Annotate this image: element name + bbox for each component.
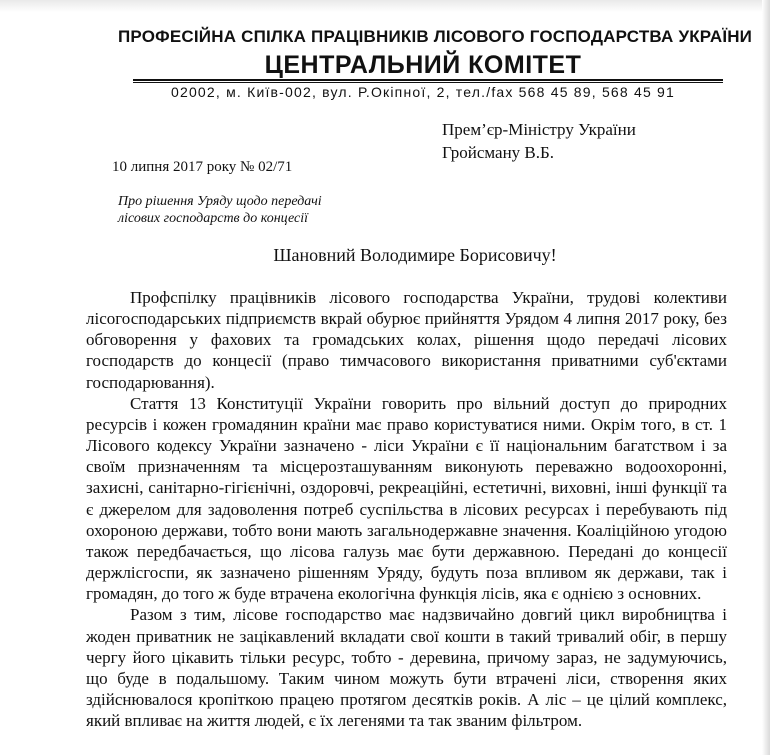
addressee-name: Гройсману В.Б. xyxy=(442,143,555,162)
scan-right-edge xyxy=(762,0,770,755)
letterhead-address: 02002, м. Київ-002, вул. Р.Окіпної, 2, тел./fax 568 45 89, 568 45 91 xyxy=(170,84,676,100)
letterhead-union-name: ПРОФЕСІЙНА СПІЛКА ПРАЦІВНИКІВ ЛІСОВОГО ГОСПОДАРСТВА УКРАЇНИ xyxy=(118,27,753,46)
letter-body xyxy=(86,287,727,731)
body-paragraph: Стаття 13 Конституції України говорить про вільний доступ до природних ресурсів і кожен громадянин країни має право користуватися ними. Окрім того, в ст. 1 Лісового кодексу України зазначено - ліси України є її національним багатством і за своїм призначенням та місцерозташуванням виконують переважно водоохоронні, захисні, санітарно-гігієнічні, оздоровчі, рекреаційні, естетичні, виховні, інші функції та є джерелом для задоволення потреб суспільства в лісових ресурсах і перебувають під охороною держави, тобто вони мають загальнодержавне значення. Коаліційною угодою також передбачається, що лісова галузь має бути державною. Передані до концесії держлісгоспи, як зазначено рішенням Уряду, будуть поза впливом як держави, так і громадян, до того ж буде втрачена екологічна функція лісів, яка є однією з основних. xyxy=(86,393,727,604)
scan-top-edge xyxy=(0,0,770,12)
addressee-block xyxy=(442,118,636,164)
body-paragraph: Профспілку працівників лісового господарства України, трудові колективи лісогосподарських підприємств вкрай обурює прийняття Урядом 4 липня 2017 року, без обговорення у фахових та громадських колах, рішення щодо передачі лісових господарств до концесії (право тимчасового використання приватними суб'єктами господарювання). xyxy=(86,288,727,392)
date-and-number: 10 липня 2017 року № 02/71 xyxy=(112,159,293,175)
salutation: Шановний Володимире Борисовичу! xyxy=(273,245,557,265)
subject-line-1: Про рішення Уряду щодо передачі xyxy=(118,194,322,209)
letterhead-divider xyxy=(133,79,723,83)
body-paragraph: Разом з тим, лісове господарство має надзвичайно довгий цикл виробництва і жоден приватник не зацікавлений вкладати свої кошти в такий тривалий обіг, в першу чергу його цікавить тільки ресурс, тобто - деревина, причому зараз, не задумуючись, що буде в подальшому. Таким чином можуть бути втрачені ліси, створення яких здійснювалося кропіткою працею протягом десятків років. А ліс – це цілий комплекс, який впливає на життя людей, є їх легенями та так званим фільтром. xyxy=(86,605,727,731)
addressee-title: Прем’єр-Міністру України xyxy=(442,120,636,139)
letterhead-committee: ЦЕНТРАЛЬНИЙ КОМІТЕТ xyxy=(264,51,582,79)
subject-line-2: лісових господарств до концесії xyxy=(118,211,309,226)
subject-block xyxy=(118,193,322,227)
